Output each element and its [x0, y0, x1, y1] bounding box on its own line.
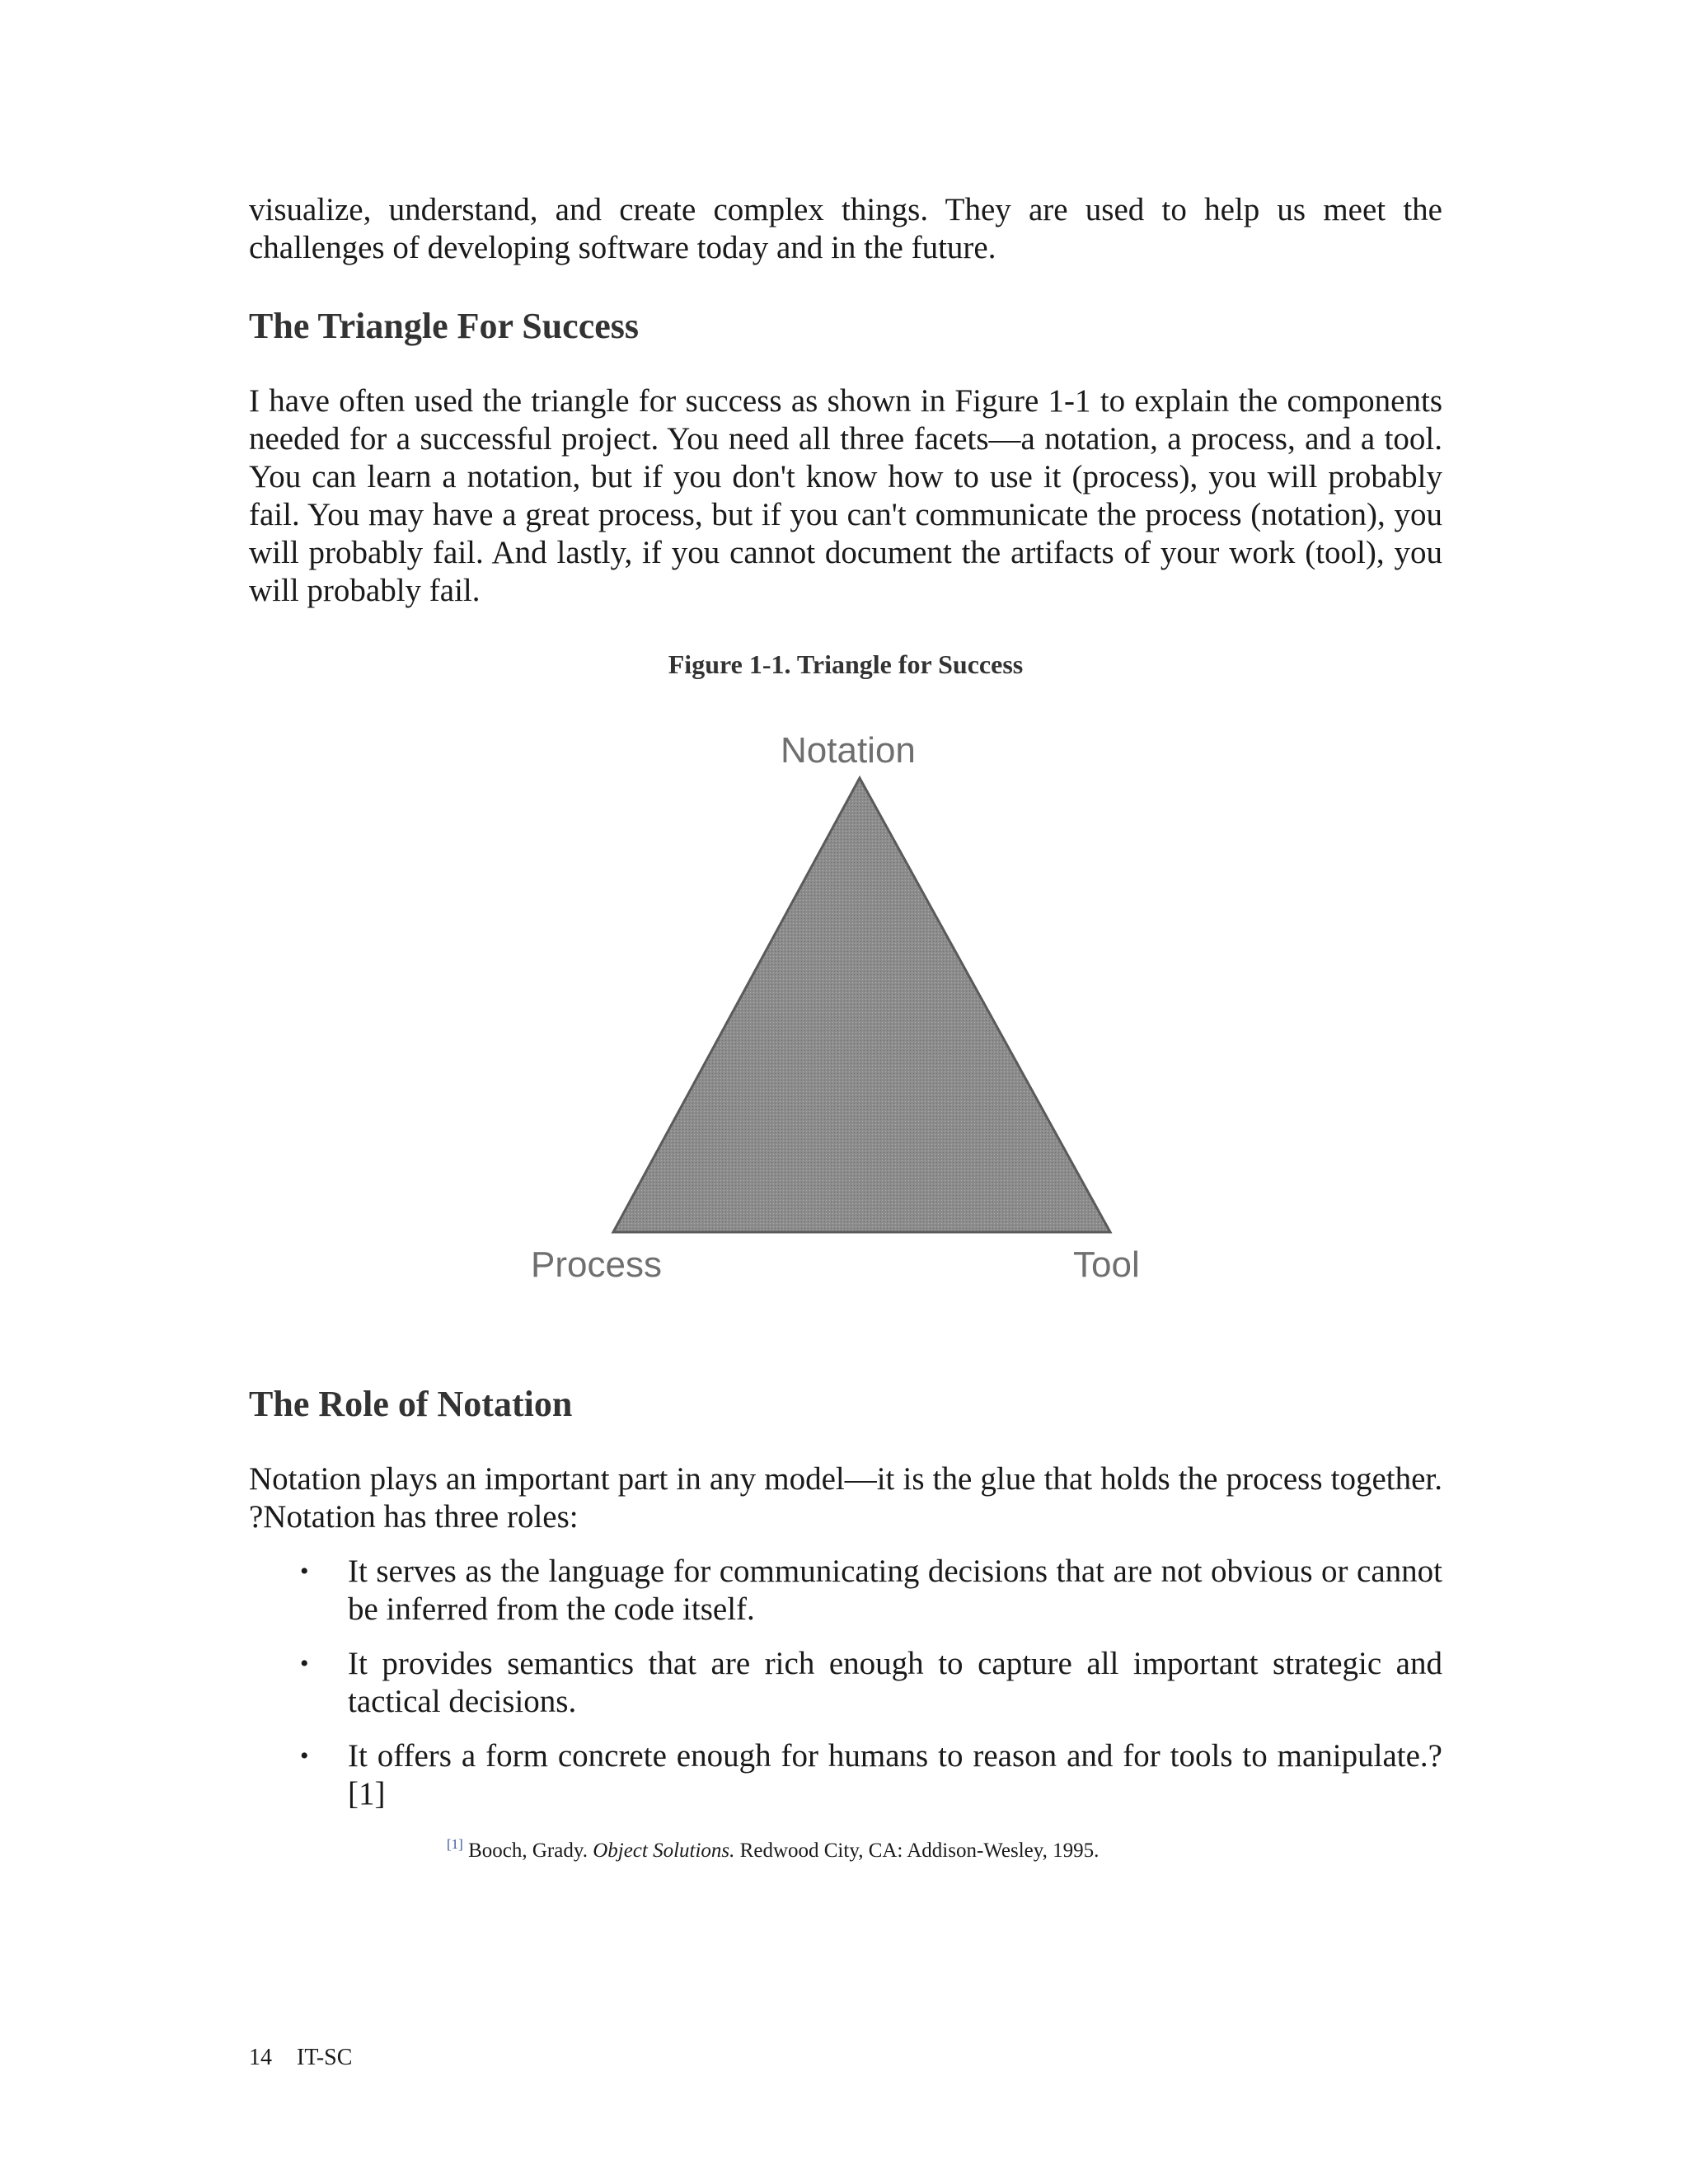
list-item-text: It offers a form concrete enough for humans to reason and for tools to manipulate.?[1]: [348, 1738, 1442, 1811]
footnote: [249, 1831, 1442, 1864]
page-footer: [249, 2044, 352, 2072]
notation-label: Notation: [781, 730, 916, 771]
page-content: [249, 191, 1442, 1864]
section-heading-notation: The Role of Notation: [249, 1384, 573, 1424]
list-item: [249, 1737, 1442, 1813]
footnote-publisher: Redwood City, CA: Addison-Wesley, 1995.: [739, 1840, 1100, 1862]
list-item: [249, 1553, 1442, 1629]
triangle-paragraph: I have often used the triangle for success as shown in Figure 1-1 to explain the components needed for a successful project. You need all three facets—a notation, a process, and a tool. You can learn a notation, but if you don't know how to use it (process), you will probably fail. You may have a great process, but if you can't communicate the process (notation), you will probably fail. And lastly, if you cannot document the artifacts of your work (tool), you will probably fail.: [249, 383, 1442, 608]
figure-caption: Figure 1-1. Triangle for Success: [668, 649, 1024, 679]
list-item-text: It serves as the language for communicating decisions that are not obvious or cannot be inferred from the code itself.: [348, 1554, 1442, 1627]
bullet-icon: •: [300, 1650, 309, 1677]
process-label: Process: [531, 1244, 662, 1285]
tool-label: Tool: [1073, 1244, 1140, 1285]
notation-roles-list: [249, 1553, 1442, 1813]
list-item: [249, 1645, 1442, 1721]
notation-paragraph: Notation plays an important part in any model—it is the glue that holds the process together. ?Notation has three roles:: [249, 1461, 1442, 1535]
footnote-title: Object Solutions.: [593, 1840, 735, 1862]
intro-paragraph: visualize, understand, and create complex things. They are used to help us meet the challenges of developing software today and in the future.: [249, 192, 1442, 265]
bullet-icon: •: [300, 1558, 309, 1585]
footnote-marker[interactable]: [1]: [447, 1836, 463, 1852]
bullet-icon: •: [300, 1742, 309, 1769]
triangle-figure: [249, 692, 1442, 1286]
page-number: 14: [249, 2045, 272, 2070]
list-item-text: It provides semantics that are rich enough to capture all important strategic and tactical decisions.: [348, 1646, 1442, 1719]
triangle-diagram: [249, 692, 1442, 1286]
footer-label: IT-SC: [297, 2045, 353, 2070]
footnote-author: Booch, Grady.: [468, 1840, 588, 1862]
section-heading-triangle: The Triangle For Success: [249, 306, 639, 346]
success-triangle: [613, 778, 1110, 1232]
